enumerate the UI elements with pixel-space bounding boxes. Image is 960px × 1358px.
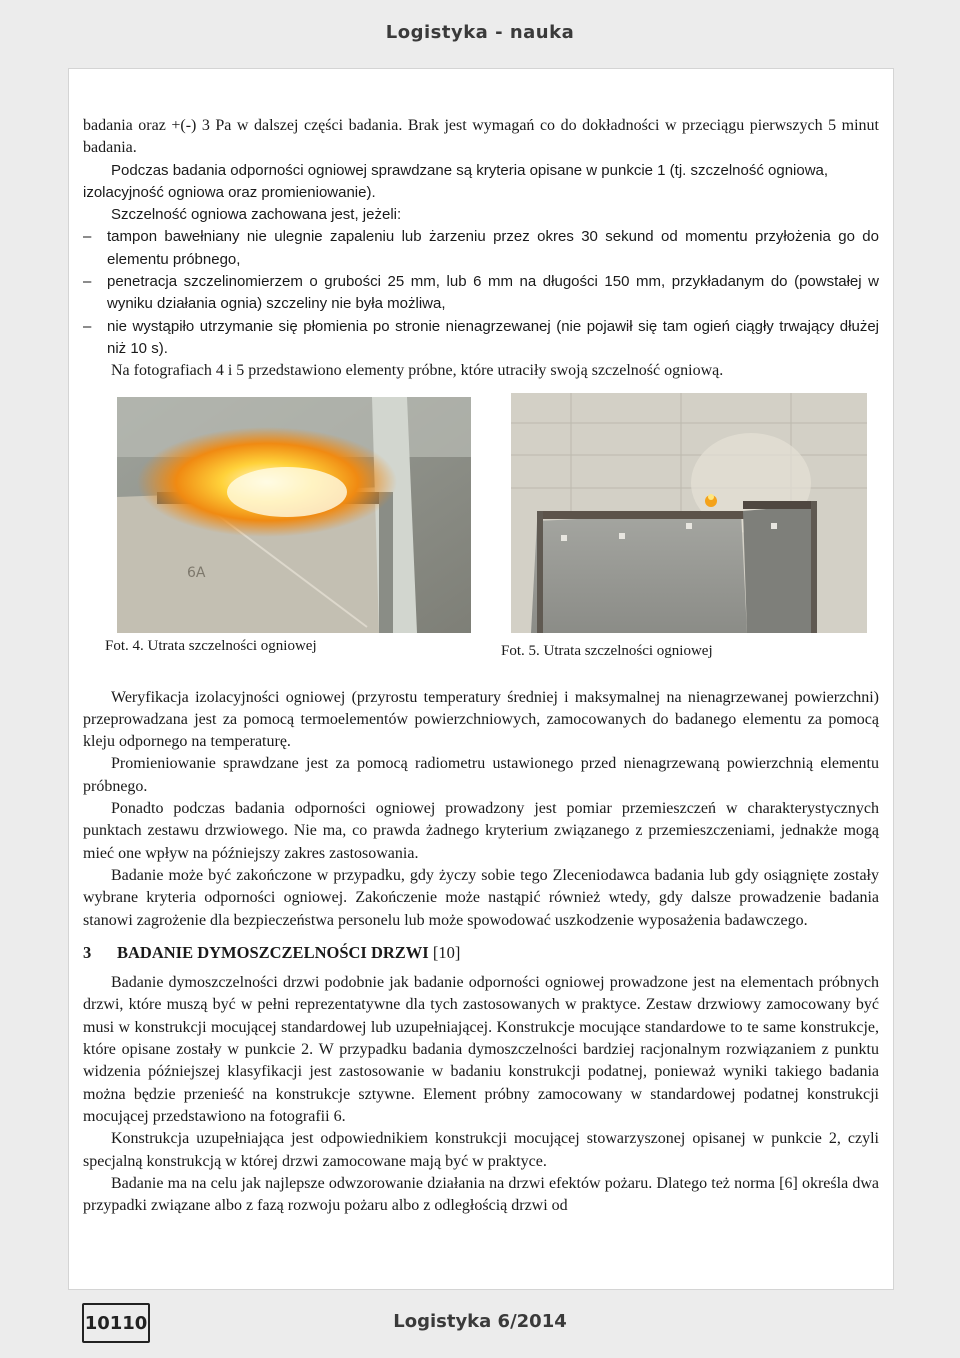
photo-row (83, 397, 879, 687)
svg-text:6A: 6A (187, 564, 206, 581)
dash-marker: – (83, 228, 92, 246)
list-item (83, 316, 879, 361)
photo-5-image (511, 393, 867, 633)
paragraph: Konstrukcja uzupełniająca jest odpowiednikiem konstrukcji mocującej stowarzyszonej opisanej w punkcie 2, czyli specjalną konstrukcją w której drzwi zamocowane mają być w praktyce. (83, 1130, 879, 1170)
photo-caption: Fot. 4. Utrata szczelności ogniowej (105, 637, 317, 654)
page-number-badge: 10110 (82, 1303, 150, 1343)
paragraph: Badanie dymoszczelności drzwi podobnie jak badanie odporności ogniowej prowadzone jest na elementach próbnych drzwi, które muszą być w pełni reprezentatywne dla tych zastosowanych w praktyce. Zestaw drzwiowy zamocowany być musi w konstrukcji mocującej standardowej lub uzupełniającej. Konstrukcje mocujące standardowe to te same konstrukcje, które opisane zostały w punkcie 2. W przypadku badania dymoszczelności bardziej racjonalnym rozwiązaniem z punktu widzenia późniejszej klasyfikacji jest zastosowanie w badaniu konstrukcji podatnej, ponieważ wyniki takiego badania można będzie przenieść na konstrukcje sztywne. Element próbny zamocowany w standardowej podatnej konstrukcji mocującej przedstawiono na fotografii 6. (83, 974, 879, 1125)
photo-4-image (117, 397, 471, 633)
paragraph: Podczas badania odporności ogniowej sprawdzane są kryteria opisane w punkcie 1 (tj. szczelność ogniowa, izolacyjność ogniowa oraz promieniowanie). (83, 161, 829, 201)
section-title: BADANIE DYMOSZCZELNOŚCI DRZWI (117, 942, 429, 962)
paragraph: Badanie może być zakończone w przypadku, gdy życzy sobie tego Zleceniodawca badania lub gdy osiągnięte zostały wybrane kryteria odporności ogniowej. Zakończenie może nastąpić również wtedy, gdy dalsze prowadzenie badania stanowi zagrożenie dla bezpieczeństwa personelu lub może spowodować uszkodzenie wyposażenia badawczego. (83, 866, 879, 929)
paragraph: Weryfikacja izolacyjności ogniowej (przyrostu temperatury średniej i maksymalnej na nienagrzewanej powierzchni) przeprowadzana jest za pomocą termoelementów powierzchniowych, zamocowanych do badanego elementu za pomocą kleju odpornego na temperaturę. (83, 688, 879, 751)
section-heading (83, 942, 879, 964)
list-item-text: nie wystąpiło utrzymanie się płomienia po stronie nienagrzewanej (nie pojawił się tam ogień ciągły trwający dłużej niż 10 s). (107, 317, 879, 357)
section-number: 3 (83, 942, 92, 962)
list-item-text: tampon bawełniany nie ulegnie zapaleniu lub żarzeniu przez okres 30 sekund od momentu przyłożenia go do elementu próbnego, (107, 228, 879, 268)
dash-marker: – (83, 317, 92, 335)
dash-marker: – (83, 273, 92, 291)
article-body (83, 115, 879, 1217)
page-sheet (68, 68, 894, 1290)
running-header: Logistyka - nauka (385, 22, 575, 43)
paragraph: Szczelność ogniowa zachowana jest, jeżeli: (111, 206, 402, 224)
list-item (83, 226, 879, 271)
fire-door-photo-5 (511, 393, 867, 633)
fire-door-photo-4 (117, 397, 471, 633)
list-item (83, 271, 879, 316)
section-reference: [10] (428, 942, 461, 962)
paragraph: Na fotografiach 4 i 5 przedstawiono elementy próbne, które utraciły swoją szczelność ogniową. (111, 362, 724, 380)
footer-journal: Logistyka 6/2014 (393, 1311, 567, 1332)
paragraph: Promieniowanie sprawdzane jest za pomocą radiometru ustawionego przed nienagrzewaną powierzchnią elementu próbnego. (83, 755, 879, 795)
paragraph: Ponadto podczas badania odporności ogniowej prowadzony jest pomiar przemieszczeń w charakterystycznych punktach zestawu drzwiowego. Nie ma, co prawda żadnego kryterium związanego z przemieszczeniami, jednakże mogą mieć one wpływ na późniejszy zakres zastosowania. (83, 800, 879, 862)
list-item-text: penetracja szczelinomierzem o grubości 25 mm, lub 6 mm na długości 150 mm, przykładanym do (powstałej w wyniku działania ognia) szczeliny nie była możliwa, (107, 273, 879, 313)
paragraph: Badanie ma na celu jak najlepsze odwzorowanie działania na drzwi efektów pożaru. Dlatego też norma [6] określa dwa przypadki związane albo z fazą rozwoju pożaru albo z odległością drzwi od (83, 1174, 879, 1215)
photo-caption: Fot. 5. Utrata szczelności ogniowej (501, 642, 713, 659)
paragraph: badania oraz +(-) 3 Pa w dalszej części badania. Brak jest wymagań co do dokładności w przeciągu pierwszych 5 minut badania. (83, 117, 879, 157)
